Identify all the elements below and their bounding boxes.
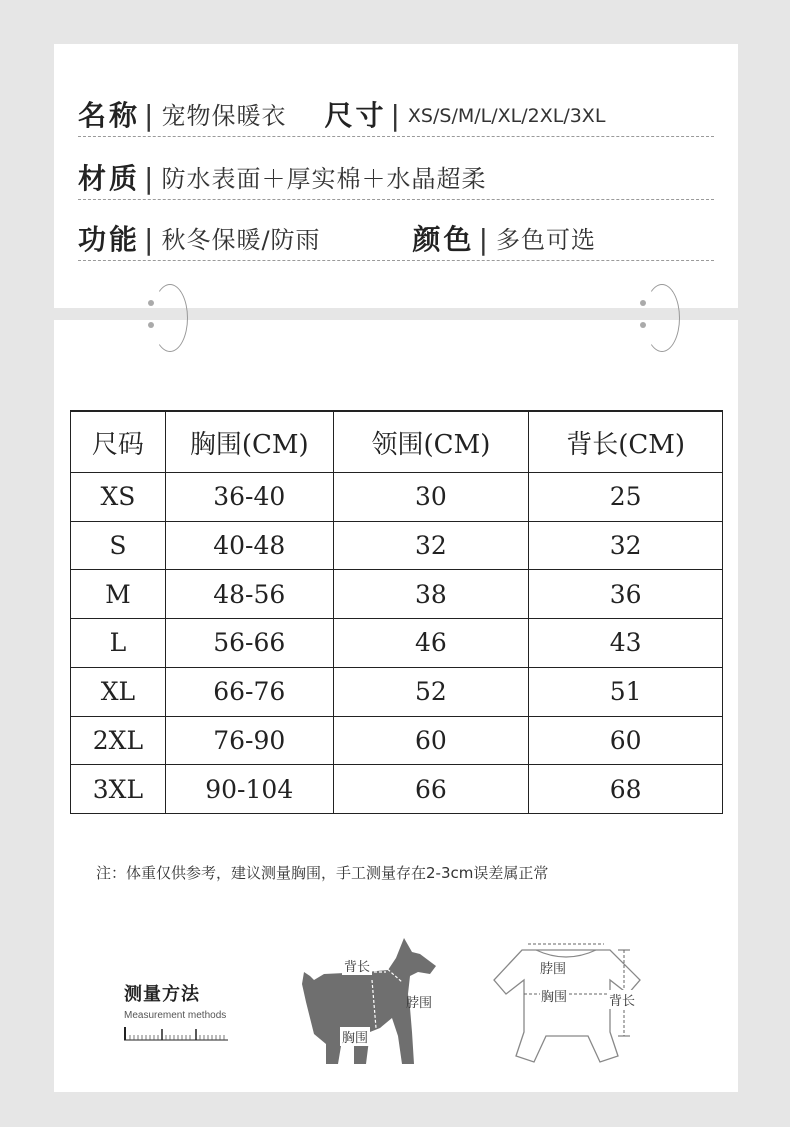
size-key: 尺寸	[324, 99, 387, 132]
table-row	[71, 521, 723, 570]
table-row	[71, 619, 723, 668]
cell-neck: 52	[333, 667, 529, 716]
function-key: 功能	[78, 223, 141, 256]
cell-chest: 66-76	[165, 667, 333, 716]
ring-hole-icon	[148, 322, 154, 328]
info-row-material	[78, 151, 714, 200]
separator: |	[478, 223, 488, 256]
separator: |	[390, 99, 400, 132]
table-row	[71, 570, 723, 619]
cell-chest: 90-104	[165, 765, 333, 814]
cell-size: L	[71, 619, 166, 668]
clothes-chest-label: 胸围	[540, 986, 568, 1005]
cell-back-length: 32	[529, 521, 723, 570]
function-value: 秋冬保暖/防雨	[161, 226, 321, 254]
info-row-function-color	[78, 212, 714, 261]
separator: |	[144, 162, 154, 195]
cell-neck: 60	[333, 716, 529, 765]
cell-size: XL	[71, 667, 166, 716]
measurement-method	[124, 980, 230, 1045]
name-value: 宠物保暖衣	[161, 102, 287, 130]
measurement-note: 注：体重仅供参考，建议测量胸围，手工测量存在2-3cm误差属正常	[96, 864, 549, 882]
table-row	[71, 716, 723, 765]
binder-ring-left	[152, 284, 188, 352]
cell-neck: 46	[333, 619, 529, 668]
color-value: 多色可选	[496, 226, 596, 254]
clothes-back-length-label: 背长	[608, 990, 636, 1009]
ring-hole-icon	[640, 300, 646, 306]
header-neck: 领围(CM)	[333, 411, 529, 473]
cell-chest: 36-40	[165, 473, 333, 522]
table-header-row	[71, 411, 723, 473]
cell-size: S	[71, 521, 166, 570]
cell-back-length: 51	[529, 667, 723, 716]
cell-back-length: 43	[529, 619, 723, 668]
cell-chest: 76-90	[165, 716, 333, 765]
material-value: 防水表面＋厚实棉＋水晶超柔	[161, 165, 487, 193]
material-key: 材质	[78, 162, 141, 195]
cell-size: XS	[71, 473, 166, 522]
cell-neck: 38	[333, 570, 529, 619]
product-info-card	[54, 44, 738, 308]
table-row	[71, 667, 723, 716]
binder-ring-right	[644, 284, 680, 352]
header-chest: 胸围(CM)	[165, 411, 333, 473]
method-subtitle: Measurement methods	[124, 1010, 227, 1021]
cell-chest: 40-48	[165, 521, 333, 570]
ruler-icon	[124, 1025, 230, 1041]
cell-neck: 66	[333, 765, 529, 814]
color-key: 颜色	[412, 223, 475, 256]
ring-hole-icon	[640, 322, 646, 328]
header-size: 尺码	[71, 411, 166, 473]
cell-neck: 30	[333, 473, 529, 522]
cell-size: 2XL	[71, 716, 166, 765]
info-row-name-size	[78, 88, 714, 137]
method-title: 测量方法	[124, 984, 200, 1005]
dog-neck-label: 脖围	[406, 996, 433, 1011]
cell-back-length: 36	[529, 570, 723, 619]
cell-neck: 32	[333, 521, 529, 570]
size-value: XS/S/M/L/XL/2XL/3XL	[407, 105, 606, 127]
table-row	[71, 765, 723, 814]
cell-chest: 56-66	[165, 619, 333, 668]
name-key: 名称	[78, 99, 141, 132]
header-back-length: 背长(CM)	[529, 411, 723, 473]
cell-back-length: 60	[529, 716, 723, 765]
table-row	[71, 473, 723, 522]
size-table	[70, 410, 723, 814]
cell-back-length: 68	[529, 765, 723, 814]
separator: |	[144, 223, 154, 256]
cell-chest: 48-56	[165, 570, 333, 619]
dog-chest-label: 胸围	[340, 1027, 370, 1046]
separator: |	[144, 99, 154, 132]
dog-back-length-label: 背长	[342, 956, 372, 975]
ring-hole-icon	[148, 300, 154, 306]
cell-size: M	[71, 570, 166, 619]
clothes-neck-label: 脖围	[540, 962, 567, 977]
cell-back-length: 25	[529, 473, 723, 522]
cell-size: 3XL	[71, 765, 166, 814]
